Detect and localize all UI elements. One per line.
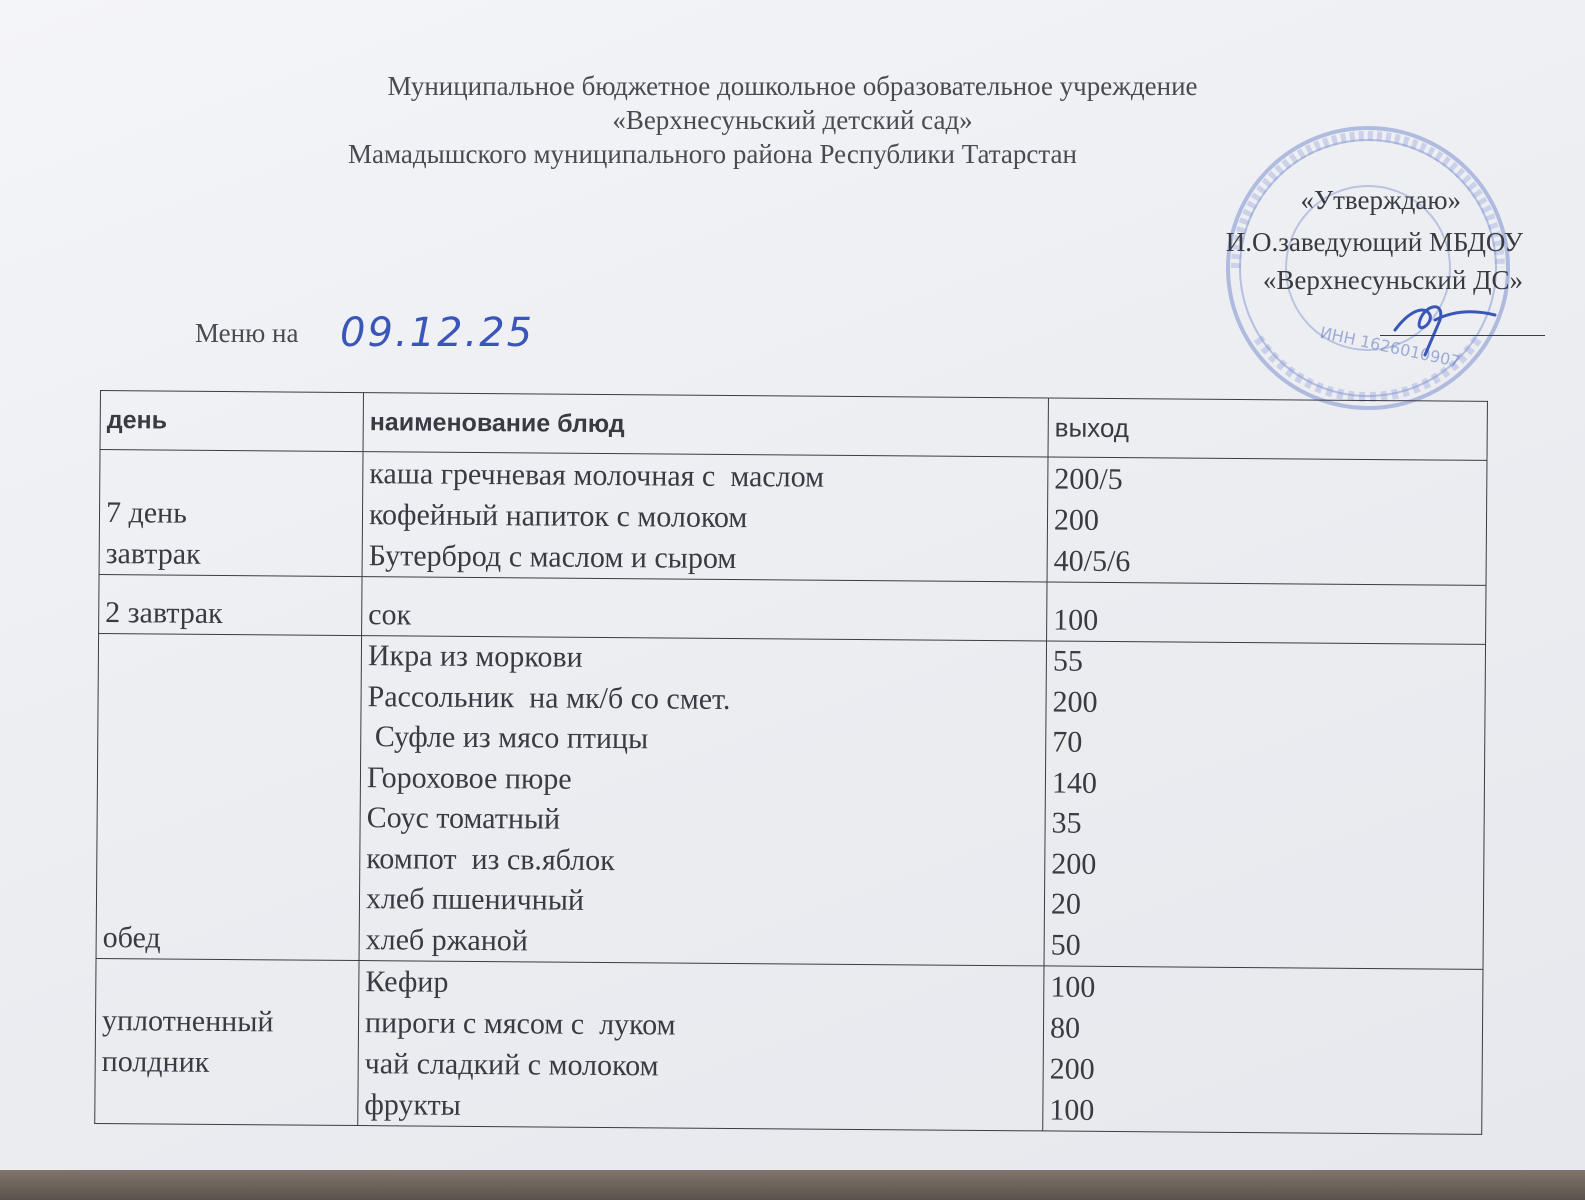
org-name-line-3: Мамадышского муниципального района Республики Татарстан	[348, 139, 1077, 169]
dish-item: пироги с мясом с луком	[364, 1006, 676, 1042]
table-header-row	[100, 391, 1487, 461]
day-label: 2 завтрак	[105, 596, 223, 630]
dish-item: Суфле из мясо птицы	[367, 720, 649, 756]
dish-item: Гороховое пюре	[366, 760, 572, 796]
day-label: обед	[102, 920, 161, 954]
output-value: 200	[1051, 846, 1097, 881]
day-label: завтрак	[105, 537, 201, 571]
day-cell	[96, 633, 362, 960]
dish-item: Бутерброд с маслом и сыром	[368, 539, 737, 576]
output-cell	[1047, 457, 1487, 585]
dish-item: хлеб пшеничный	[365, 882, 585, 917]
output-value: 20	[1050, 887, 1082, 921]
header-dish-name: наименование блюд	[363, 393, 1048, 457]
menu-table	[94, 390, 1488, 1135]
table-row-lunch	[96, 633, 1486, 969]
dish-item: фрукты	[364, 1088, 462, 1122]
dish-item: сок	[368, 598, 412, 632]
day-cell	[99, 574, 362, 635]
output-cell	[1044, 641, 1486, 969]
dishes-cell	[362, 577, 1047, 641]
output-value: 200	[1049, 1052, 1095, 1086]
dish-item: Кефир	[365, 965, 449, 999]
dish-item: Соус томатный	[366, 801, 561, 836]
dish-item: компот из св.яблок	[366, 841, 615, 877]
approval-line-1: «Утверждаю»	[1300, 185, 1461, 215]
dish-item: каша гречневая молочная с маслом	[369, 457, 825, 494]
approval-line-2: И.О.заведующий МБДОУ	[1225, 227, 1523, 257]
output-value: 80	[1049, 1011, 1081, 1045]
day-label: полдник	[101, 1045, 210, 1079]
dish-item: кофейный напиток с молоком	[368, 498, 748, 535]
output-cell	[1043, 966, 1483, 1134]
output-value: 55	[1052, 644, 1084, 678]
output-value: 200/5	[1054, 462, 1123, 497]
output-value: 140	[1051, 765, 1098, 800]
table-row-afternoon-snack	[95, 958, 1483, 1134]
day-cell	[99, 450, 363, 577]
output-value: 70	[1052, 725, 1083, 759]
table-row-breakfast	[99, 450, 1487, 586]
output-value: 40/5/6	[1053, 544, 1131, 579]
output-cell	[1047, 582, 1486, 644]
output-value: 50	[1050, 927, 1081, 962]
signature-line	[1380, 335, 1545, 336]
day-label: уплотненный	[101, 1004, 274, 1039]
dishes-cell	[358, 961, 1044, 1131]
header-output: выход	[1048, 398, 1487, 460]
day-cell	[95, 958, 359, 1125]
dish-item: Икра из моркови	[367, 639, 583, 674]
stamp-inn-text: ИНН 1626010907	[1318, 322, 1463, 372]
output-value: 100	[1050, 970, 1096, 1004]
menu-date-handwritten: 09.12.25	[340, 310, 535, 356]
output-value: 35	[1051, 806, 1082, 840]
day-label: 7 день	[105, 496, 187, 530]
header-day: день	[100, 391, 363, 452]
output-value: 200	[1053, 503, 1100, 537]
table-row-second-breakfast	[99, 574, 1486, 644]
dish-item: Рассольник на мк/б со смет.	[367, 679, 731, 716]
handwritten-signature	[1385, 290, 1505, 360]
background-surface	[0, 1170, 1585, 1200]
org-name-line-1: Муниципальное бюджетное дошкольное образовательное учреждение	[387, 71, 1198, 101]
approval-line-3: «Верхнесуньский ДС»	[1262, 265, 1523, 295]
dish-item: чай сладкий с молоком	[364, 1047, 659, 1083]
dishes-cell	[362, 452, 1048, 582]
org-name-line-2: «Верхнесуньский детский сад»	[612, 105, 973, 135]
dishes-cell	[359, 636, 1047, 966]
output-value: 100	[1053, 603, 1099, 637]
menu-label: Меню на	[195, 318, 299, 348]
output-value: 200	[1052, 684, 1098, 719]
output-value: 100	[1049, 1093, 1095, 1127]
dish-item: хлеб ржаной	[365, 922, 529, 957]
